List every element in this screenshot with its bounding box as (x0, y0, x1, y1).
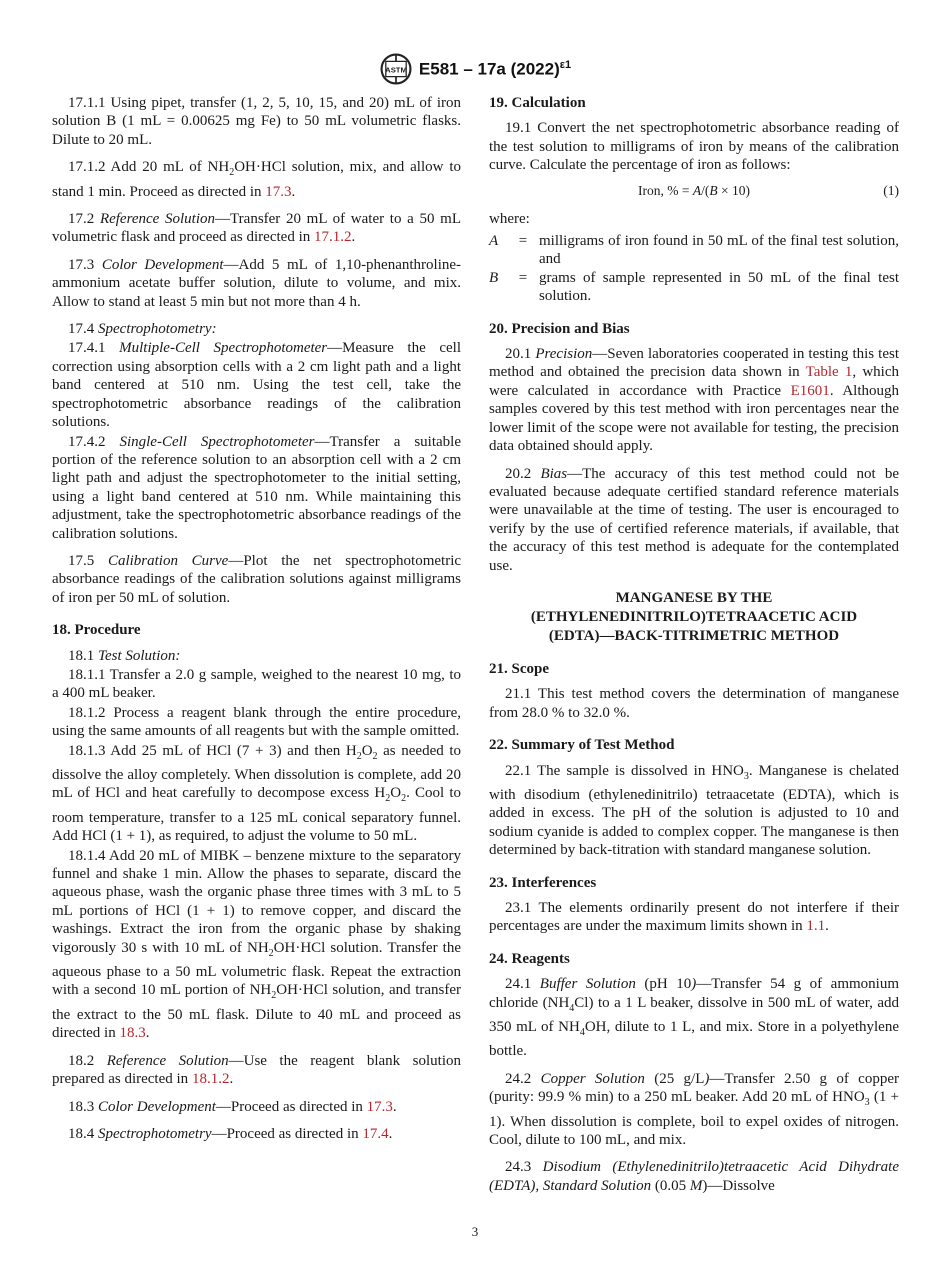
para-20-1: 20.1 Precision—Seven laboratories cooperated in testing this test method and obtained the precision data shown in Table 1, which were calculated in accordance with Practice E1601. Although samples covered by this test method with iron percentages near the lower limit of the scope were not available for testing, the precision data obtained should apply. (489, 346, 900, 455)
left-column (52, 94, 461, 1152)
para-17-4: 17.4 Spectrophotometry: (68, 321, 217, 338)
para-20-2: 20.2 Bias—The accuracy of this test method could not be evaluated because adequate certified standard reference materials were unavailable at the time of testing. The user is encouraged to verify by the use of certified reference materials, if available, that the accuracy of this test method is adequate for the contemplated use. (489, 465, 899, 574)
definition-a: A = milligrams of iron found in 50 mL of the final test solution, and (489, 233, 899, 268)
heading-24: 24. Reagents (489, 950, 570, 967)
para-18-1-4: 18.1.4 Add 20 mL of MIBK – benzene mixture to the separatory funnel and shake 1 min. Allow the phases to separate, discard the aqueous phase, wash the organic phase three times with 3 mL to 5 mL portions of HCl (1 + 1) to remove copper, and discard the washings. Extract the iron from the organic phase by shaking vigorously 30 s with 10 mL of $NH_2OH\cdot HCl$ solution. Transfer the aqueous phase to a 50 mL volumetric flask. Repeat the extraction with a second 10 mL portion of $NH_2OH\cdot HCl$ solution, and transfer the extract to the 50 mL flask. Dilute to 40 mL and proceed as directed in 18.3. (52, 847, 461, 1042)
para-24-1: 24.1 Buffer Solution (pH 10)—Transfer 54 g of ammonium chloride $(NH_4Cl)$ to a 1 L beaker, dissolve in 500 mL of water, add 350 mL of $NH_4OH$, dilute to 1 L, and mix. Store in a polyethylene bottle. (489, 976, 900, 1060)
link-e1601[interactable]: E1601 (790, 382, 830, 399)
link-table-1[interactable]: Table 1 (805, 364, 853, 381)
para-18-1-2: 18.1.2 Process a reagent blank through the entire procedure, using the same amounts of all reagents but with the sample omitted. (52, 704, 461, 740)
page-number: 3 (471, 1224, 479, 1239)
link-18-3[interactable]: 18.3 (119, 1025, 146, 1042)
astm-logo-icon (379, 52, 413, 86)
para-22-1: 22.1 The sample is dissolved in $HNO_3$. Manganese is chelated with disodium (ethylenedinitrilo) tetraacetate (EDTA), which is added in excess. The pH of the solution is adjusted to 10 and sodium cyanide is added to complex copper. The manganese is then determined by back-titration with standard manganese solution. (489, 762, 900, 859)
para-18-3: 18.3 Color Development—Proceed as directed in 17.3. (68, 1098, 397, 1115)
document-designation: E581 – 17a $(2022)^{\varepsilon 1}$ (418, 58, 572, 79)
para-17-1-1: 17.1.1 Using pipet, transfer (1, 2, 5, 10, 15, and 20) mL of iron solution B (1 mL = 0.00625 mg Fe) to 50 mL volumetric flasks. Dilute to 20 mL. (52, 95, 461, 148)
link-18-1-2[interactable]: 18.1.2 (191, 1071, 230, 1088)
para-17-3: 17.3 Color Development—Add 5 mL of 1,10-phenanthroline-ammonium acetate buffer solution, dilute to volume, and mix. Allow to stand at least 5 min but not more than 4 h. (52, 256, 462, 310)
link-17-3[interactable]: 17.3 (265, 183, 292, 200)
para-21-1: 21.1 This test method covers the determination of manganese from 28.0 % to 32.0 %. (489, 686, 899, 721)
para-24-3: 24.3 Disodium (Ethylenedinitrilo)tetraacetic Acid Dihydrate (EDTA), Standard Solution (0.05 M)—Dissolve (489, 1159, 899, 1194)
link-17-4[interactable]: 17.4 (362, 1125, 389, 1142)
right-column (489, 94, 899, 1204)
para-18-1: 18.1 Test Solution: (68, 647, 181, 664)
para-18-4: 18.4 Spectrophotometry—Proceed as directed in 17.4. (68, 1125, 393, 1142)
method-heading: MANGANESE BY THE (ETHYLENEDINITRILO)TETRAACETIC ACID (EDTA)—BACK-TITRIMETRIC METHOD (530, 589, 858, 644)
svg-text:ASTM: ASTM (385, 65, 407, 75)
link-17-1-2[interactable]: 17.1.2 (313, 229, 352, 246)
where-label: where: (489, 210, 530, 227)
para-18-1-1: 18.1.1 Transfer a 2.0 g sample, weighed to the nearest 10 mg, to a 400 mL beaker. (52, 666, 461, 702)
page-header (0, 52, 950, 91)
para-17-1-2: 17.1.2 Add 20 mL of $NH_2OH\cdot HCl$ solution, mix, and allow to stand 1 min. Proceed as directed in 17.3. (52, 159, 461, 200)
para-18-1-3: 18.1.3 Add 25 mL of HCl (7 + 3) and then $H_2O_2$ as needed to dissolve the alloy completely. When dissolution is complete, add 20 mL of HCl and heat carefully to decompose excess $H_2O_2$. Cool to room temperature, transfer to a 125 mL conical separatory funnel. Add HCl (1 + 1), as required, to adjust the volume to 50 mL. (52, 742, 461, 845)
para-24-2: 24.2 Copper Solution (25 g/L)—Transfer 2.50 g of copper (purity: 99.9 % min) to a 250 mL beaker. Add 20 mL of $HNO_3$ (1 + 1). When dissolution is complete, boil to expel oxides of nitrogen. Cool, dilute to 100 mL, and mix. (489, 1070, 899, 1149)
para-17-2: 17.2 Reference Solution—Transfer 20 mL of water to a 50 mL volumetric flask and proceed as directed in 17.1.2. (52, 211, 462, 246)
para-17-4-2: 17.4.2 Single-Cell Spectrophotometer—Transfer a suitable portion of the reference solution to an absorption cell with a 2 cm light path and adjust the spectrophotometer to the initial setting, using a light band centered at 510 nm. While maintaining this adjustment, take the spectrophotometric absorbance readings of the calibration solutions. (52, 433, 462, 542)
link-1-1[interactable]: 1.1 (806, 918, 826, 935)
equation-1: Iron, % = A/(B × 10) (1) (638, 182, 899, 198)
heading-22: 22. Summary of Test Method (489, 737, 675, 754)
epsilon-superscript: ε1 (559, 58, 572, 71)
heading-18: 18. Procedure (52, 622, 141, 639)
variable-definitions (489, 232, 899, 306)
para-17-4-1: 17.4.1 Multiple-Cell Spectrophotometer—Measure the cell correction using absorption cells with a 2 cm light path and a light band centered at 510 nm. Using the test cell, take the spectrophotometric absorbance readings of the calibration solutions. (52, 340, 462, 431)
heading-19: 19. Calculation (489, 95, 586, 111)
definition-b: B = grams of sample represented in 50 mL of the final test solution. (489, 269, 899, 305)
heading-20: 20. Precision and Bias (489, 320, 630, 337)
heading-23: 23. Interferences (489, 874, 597, 891)
para-19-1: 19.1 Convert the net spectrophotometric absorbance reading of the test solution to milligrams of iron by means of the calibration curve. Calculate the percentage of iron as follows: (489, 120, 899, 174)
link-17-3b[interactable]: 17.3 (366, 1098, 393, 1115)
equation-number: (1) (883, 182, 899, 198)
para-17-5: 17.5 Calibration Curve—Plot the net spectrophotometric absorbance readings of the calibration solutions against milligrams of iron per 50 mL of solution. (52, 552, 462, 606)
para-23-1: 23.1 The elements ordinarily present do not interfere if their percentages are under the maximum limits shown in 1.1. (489, 900, 899, 935)
para-18-2: 18.2 Reference Solution—Use the reagent blank solution prepared as directed in 18.1.2. (52, 1052, 461, 1088)
heading-21: 21. Scope (489, 660, 549, 677)
